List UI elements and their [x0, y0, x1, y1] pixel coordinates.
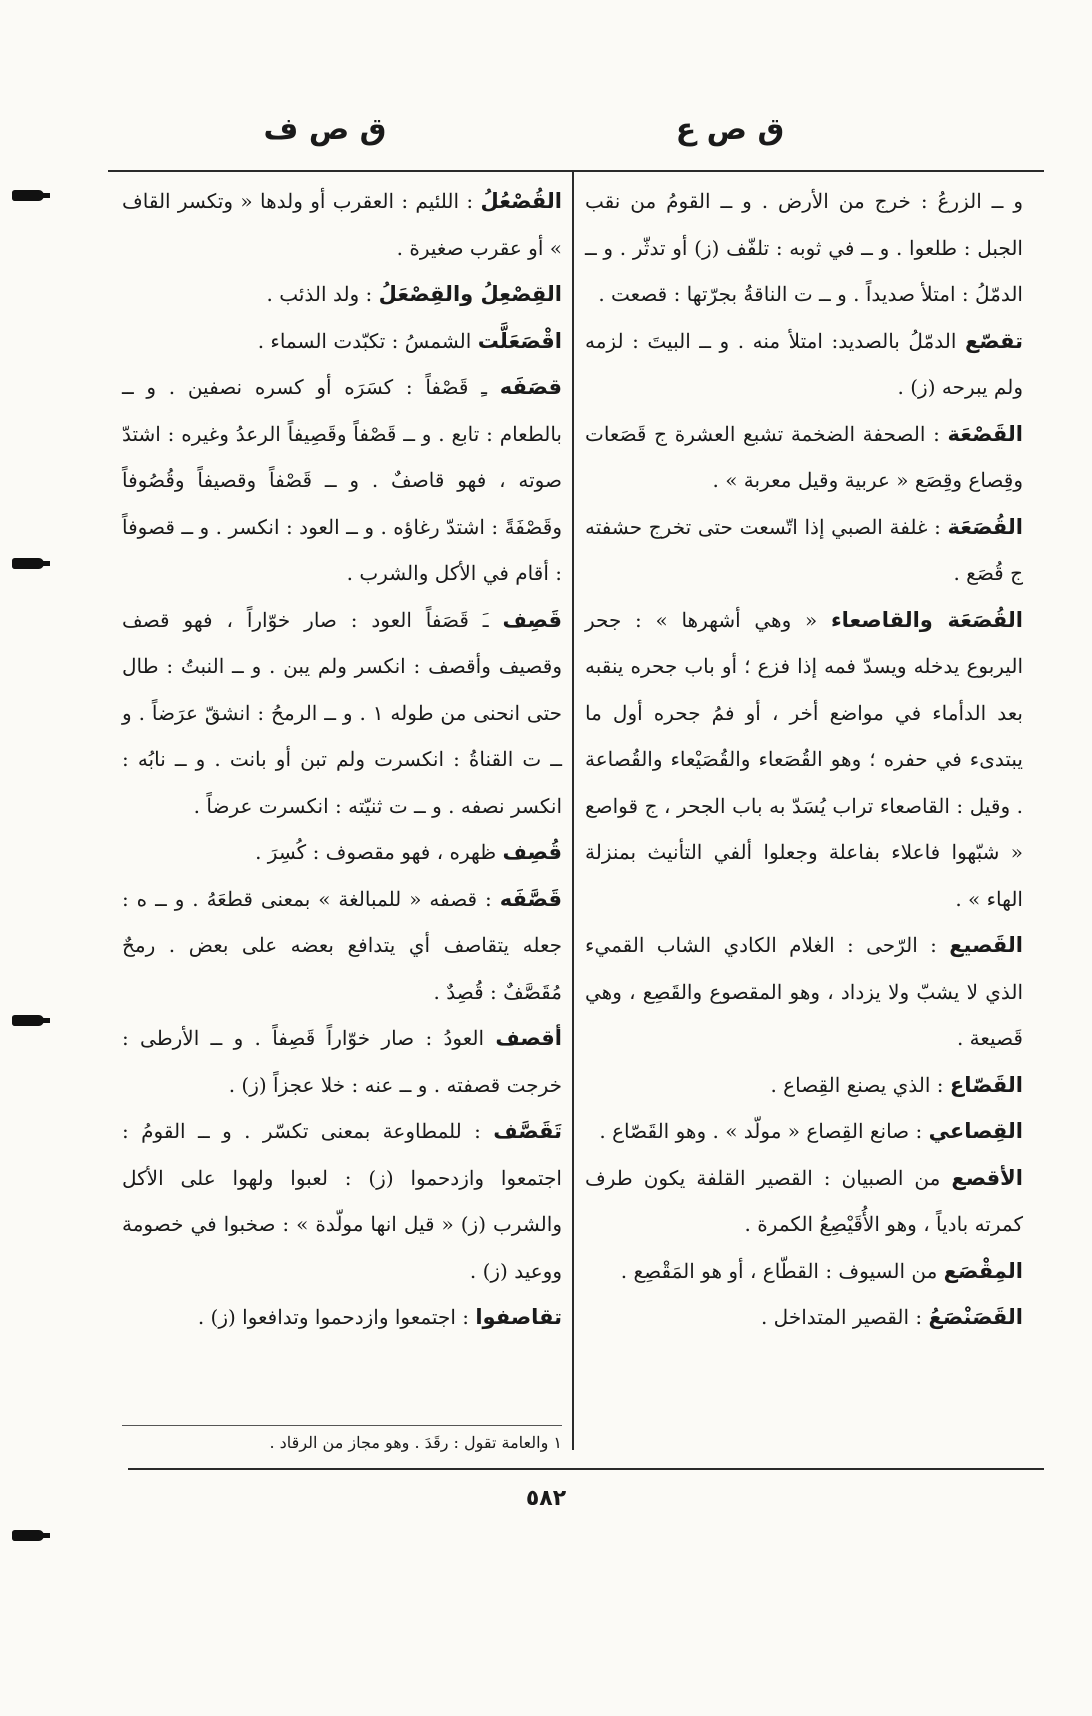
- dictionary-entry: [585, 504, 1023, 597]
- entry-headword: قَصِف: [502, 607, 562, 632]
- entry-definition: الشمسُ : تكبّدت السماء .: [257, 328, 478, 353]
- entry-headword: القِصْعِلُ والقِصْعَلُ: [378, 282, 562, 306]
- scan-mark: [12, 558, 44, 569]
- scan-mark: [12, 1015, 44, 1026]
- entry-headword: القُصَعَة: [947, 514, 1023, 539]
- column-divider: [572, 172, 574, 1450]
- entry-definition: : القصير المتداخل .: [760, 1305, 929, 1329]
- entry-definition: من الصبيان : القصير القلفة يكون طرف كمرته بادياً ، وهو الأُقَيْصِعُ الكمرة .: [585, 1165, 1023, 1236]
- dictionary-entry: [585, 178, 1023, 318]
- header-rule: [108, 170, 1044, 172]
- entry-definition: : الرّحى : الغلام الكادي الشاب القميء الذي لا يشبّ ولا يزداد ، وهو المقصوع والقَصِع ، وهي قَصيعة .: [585, 933, 1023, 1050]
- dictionary-entry: [122, 829, 562, 876]
- entry-headword: قَصَّفَه: [499, 886, 562, 911]
- dictionary-entry: [122, 364, 562, 597]
- entry-definition: : للمطاوعة بمعنى تكسّر . و ــ القومُ : اجتمعوا وازدحموا (ز) : لعبوا ولهوا على الأكل والشرب (ز) « قيل انها مولّدة » : صخبوا في خصومة ووعيد (ز) .: [122, 1119, 562, 1283]
- dictionary-entry: [585, 411, 1023, 504]
- entry-headword: تقاصفوا: [475, 1305, 562, 1329]
- footnote-rule: [122, 1425, 562, 1426]
- dictionary-entry: [585, 1155, 1023, 1248]
- entry-definition: : ولد الذئب .: [266, 282, 379, 306]
- entry-definition: العودُ : صار خوّاراً قَصِفاً . و ــ الأرطى : خرجت قصفته . و ــ عنه : خلا عجزاً (ز) .: [122, 1026, 562, 1097]
- entry-definition: و ــ الزرعُ : خرج من الأرض . و ــ القومُ من نقب الجبل : طلعوا . و ــ في ثوبه : تلفّف (ز) أو تدثّر . و ــ الدمّلُ : امتلأ صديداً . و ــ ت الناقةُ بجرّتها : قصعت .: [585, 189, 1023, 306]
- footnote: ١ والعامة تقول : رقَدَ . وهو مجاز من الرقاد .: [269, 1433, 562, 1452]
- dictionary-entry: [122, 1294, 562, 1341]
- entry-headword: القَصيع: [949, 933, 1023, 957]
- dictionary-entry: [585, 922, 1023, 1062]
- dictionary-entry: [585, 597, 1023, 923]
- entry-definition: ـِ قَصْفاً : كسَرَه أو كسره نصفين . و ــ بالطعام : تابع . و ــ قَصْفاً وقَصِيفاً الرعدُ وغيره : اشتدّ صوته ، فهو قاصفٌ . و ــ قَصْفاً وقصيفاً وقُصُوفاً وقَصْفَةً : اشتدّ رغاؤه . و ــ العود : انكسر . و ــ قصوفاً : أقام في الأكل والشرب .: [122, 375, 562, 585]
- entry-headword: اقْصَعَلَّت: [477, 328, 562, 353]
- left-root-title: ق ص ف: [263, 112, 387, 147]
- entry-headword: تقصّع: [964, 328, 1023, 353]
- left-column: [122, 178, 562, 1341]
- entry-headword: قُصِف: [502, 840, 562, 864]
- page-number: ٥٨٢: [525, 1486, 567, 1511]
- entry-definition: : غلفة الصبي إذا اتّسعت حتى تخرج حشفته ج قُصَع .: [585, 514, 1023, 585]
- entry-definition: ـَ قَصَفاً العود : صار خوّاراً ، فهو قصف وقصيف وأقصف : انكسر ولم يبن . و ــ النبتُ : طال حتى انحنى من طوله ١ . و ــ الرمحُ : انشقّ عرَضاً . و ــ ت القناةُ : انكسرت ولم تبن أو بانت . و ــ نابُه : انكسر نصفه . و ــ ت ثنيّته : انكسرت عرضاً .: [122, 607, 563, 818]
- dictionary-entry: [122, 178, 562, 271]
- entry-definition: من السيوف : القطّاع ، أو هو المَقْصِع .: [620, 1258, 944, 1283]
- right-root-title: ق ص ع: [675, 112, 785, 147]
- dictionary-entry: [122, 1015, 562, 1108]
- entry-headword: أقصف: [495, 1026, 562, 1050]
- entry-definition: : اجتمعوا وازدحموا وتدافعوا (ز) .: [197, 1305, 476, 1329]
- scan-mark: [12, 1530, 44, 1541]
- dictionary-entry: [585, 1108, 1023, 1155]
- entry-headword: القِصاعي: [928, 1119, 1023, 1143]
- entry-headword: القُصَعَة والقاصعاء: [830, 607, 1023, 632]
- dictionary-entry: [585, 1294, 1023, 1341]
- dictionary-entry: [122, 1108, 562, 1294]
- entry-headword: القَصْعَة: [947, 421, 1023, 446]
- scan-mark: [12, 190, 44, 201]
- entry-definition: : الذي يصنع القِصاع .: [770, 1072, 950, 1097]
- entry-definition: « وهي أشهرها » : جحر اليربوع يدخله ويسدّ فمه إذا فزع ؛ أو باب جحره ينقبه بعد الدأماء في مواضع أخر ، أو فمُ جحره أول ما يبتدىء في حفره ؛ وهو القُصَعاء والقُصَيْعاء والقُصاعة . وقيل : القاصعاء تراب يُسَدّ به باب الجحر ، ج قواصع « شبّهوا فاعلاء بفاعلة وجعلوا ألفي التأنيث بمنزلة الهاء » .: [585, 607, 1023, 911]
- entry-headword: القَصّاع: [949, 1072, 1023, 1097]
- dictionary-entry: [585, 1062, 1023, 1109]
- entry-definition: : قصفه « للمبالغة » بمعنى قطعَهُ . و ــ ه : جعله يتقاصف أي يتدافع بعضه على بعض . رمحٌ مُقَصَّفٌ : قُصِدٌ .: [122, 886, 562, 1004]
- entry-headword: القَصَنْصَعُ: [928, 1305, 1023, 1329]
- entry-definition: : صانع القِصاع « مولّد » . وهو القَصّاع .: [599, 1119, 929, 1143]
- entry-definition: ظهره ، فهو مقصوف : كُسِرَ .: [255, 840, 503, 864]
- entry-headword: الأقصع: [951, 1165, 1023, 1190]
- entry-definition: : اللئيم : العقرب أو ولدها « وتكسر القاف » أو عقرب صغيرة .: [122, 189, 562, 260]
- dictionary-entry: [122, 271, 562, 318]
- page-header: [0, 112, 1092, 168]
- dictionary-entry: [122, 597, 562, 830]
- entry-definition: الدمّلُ بالصديد: امتلأ منه . و ــ البيتَ : لزمه ولم يبرحه (ز) .: [585, 328, 1023, 399]
- entry-headword: تَقَصَّف: [493, 1119, 562, 1143]
- entry-headword: المِقْصَع: [943, 1258, 1023, 1283]
- dictionary-entry: [585, 1248, 1023, 1295]
- dictionary-entry: [122, 318, 562, 365]
- footer-rule: [128, 1468, 1044, 1470]
- entry-definition: : الصحفة الضخمة تشبع العشرة ج قَصَعات وقِصاع وقِصَع « عربية وقيل معربة » .: [585, 421, 1023, 492]
- dictionary-entry: [122, 876, 562, 1016]
- entry-headword: قصَفَه: [499, 375, 562, 399]
- entry-headword: القُصْعُلُ: [480, 189, 562, 213]
- right-column: [585, 178, 1023, 1341]
- dictionary-entry: [585, 318, 1023, 411]
